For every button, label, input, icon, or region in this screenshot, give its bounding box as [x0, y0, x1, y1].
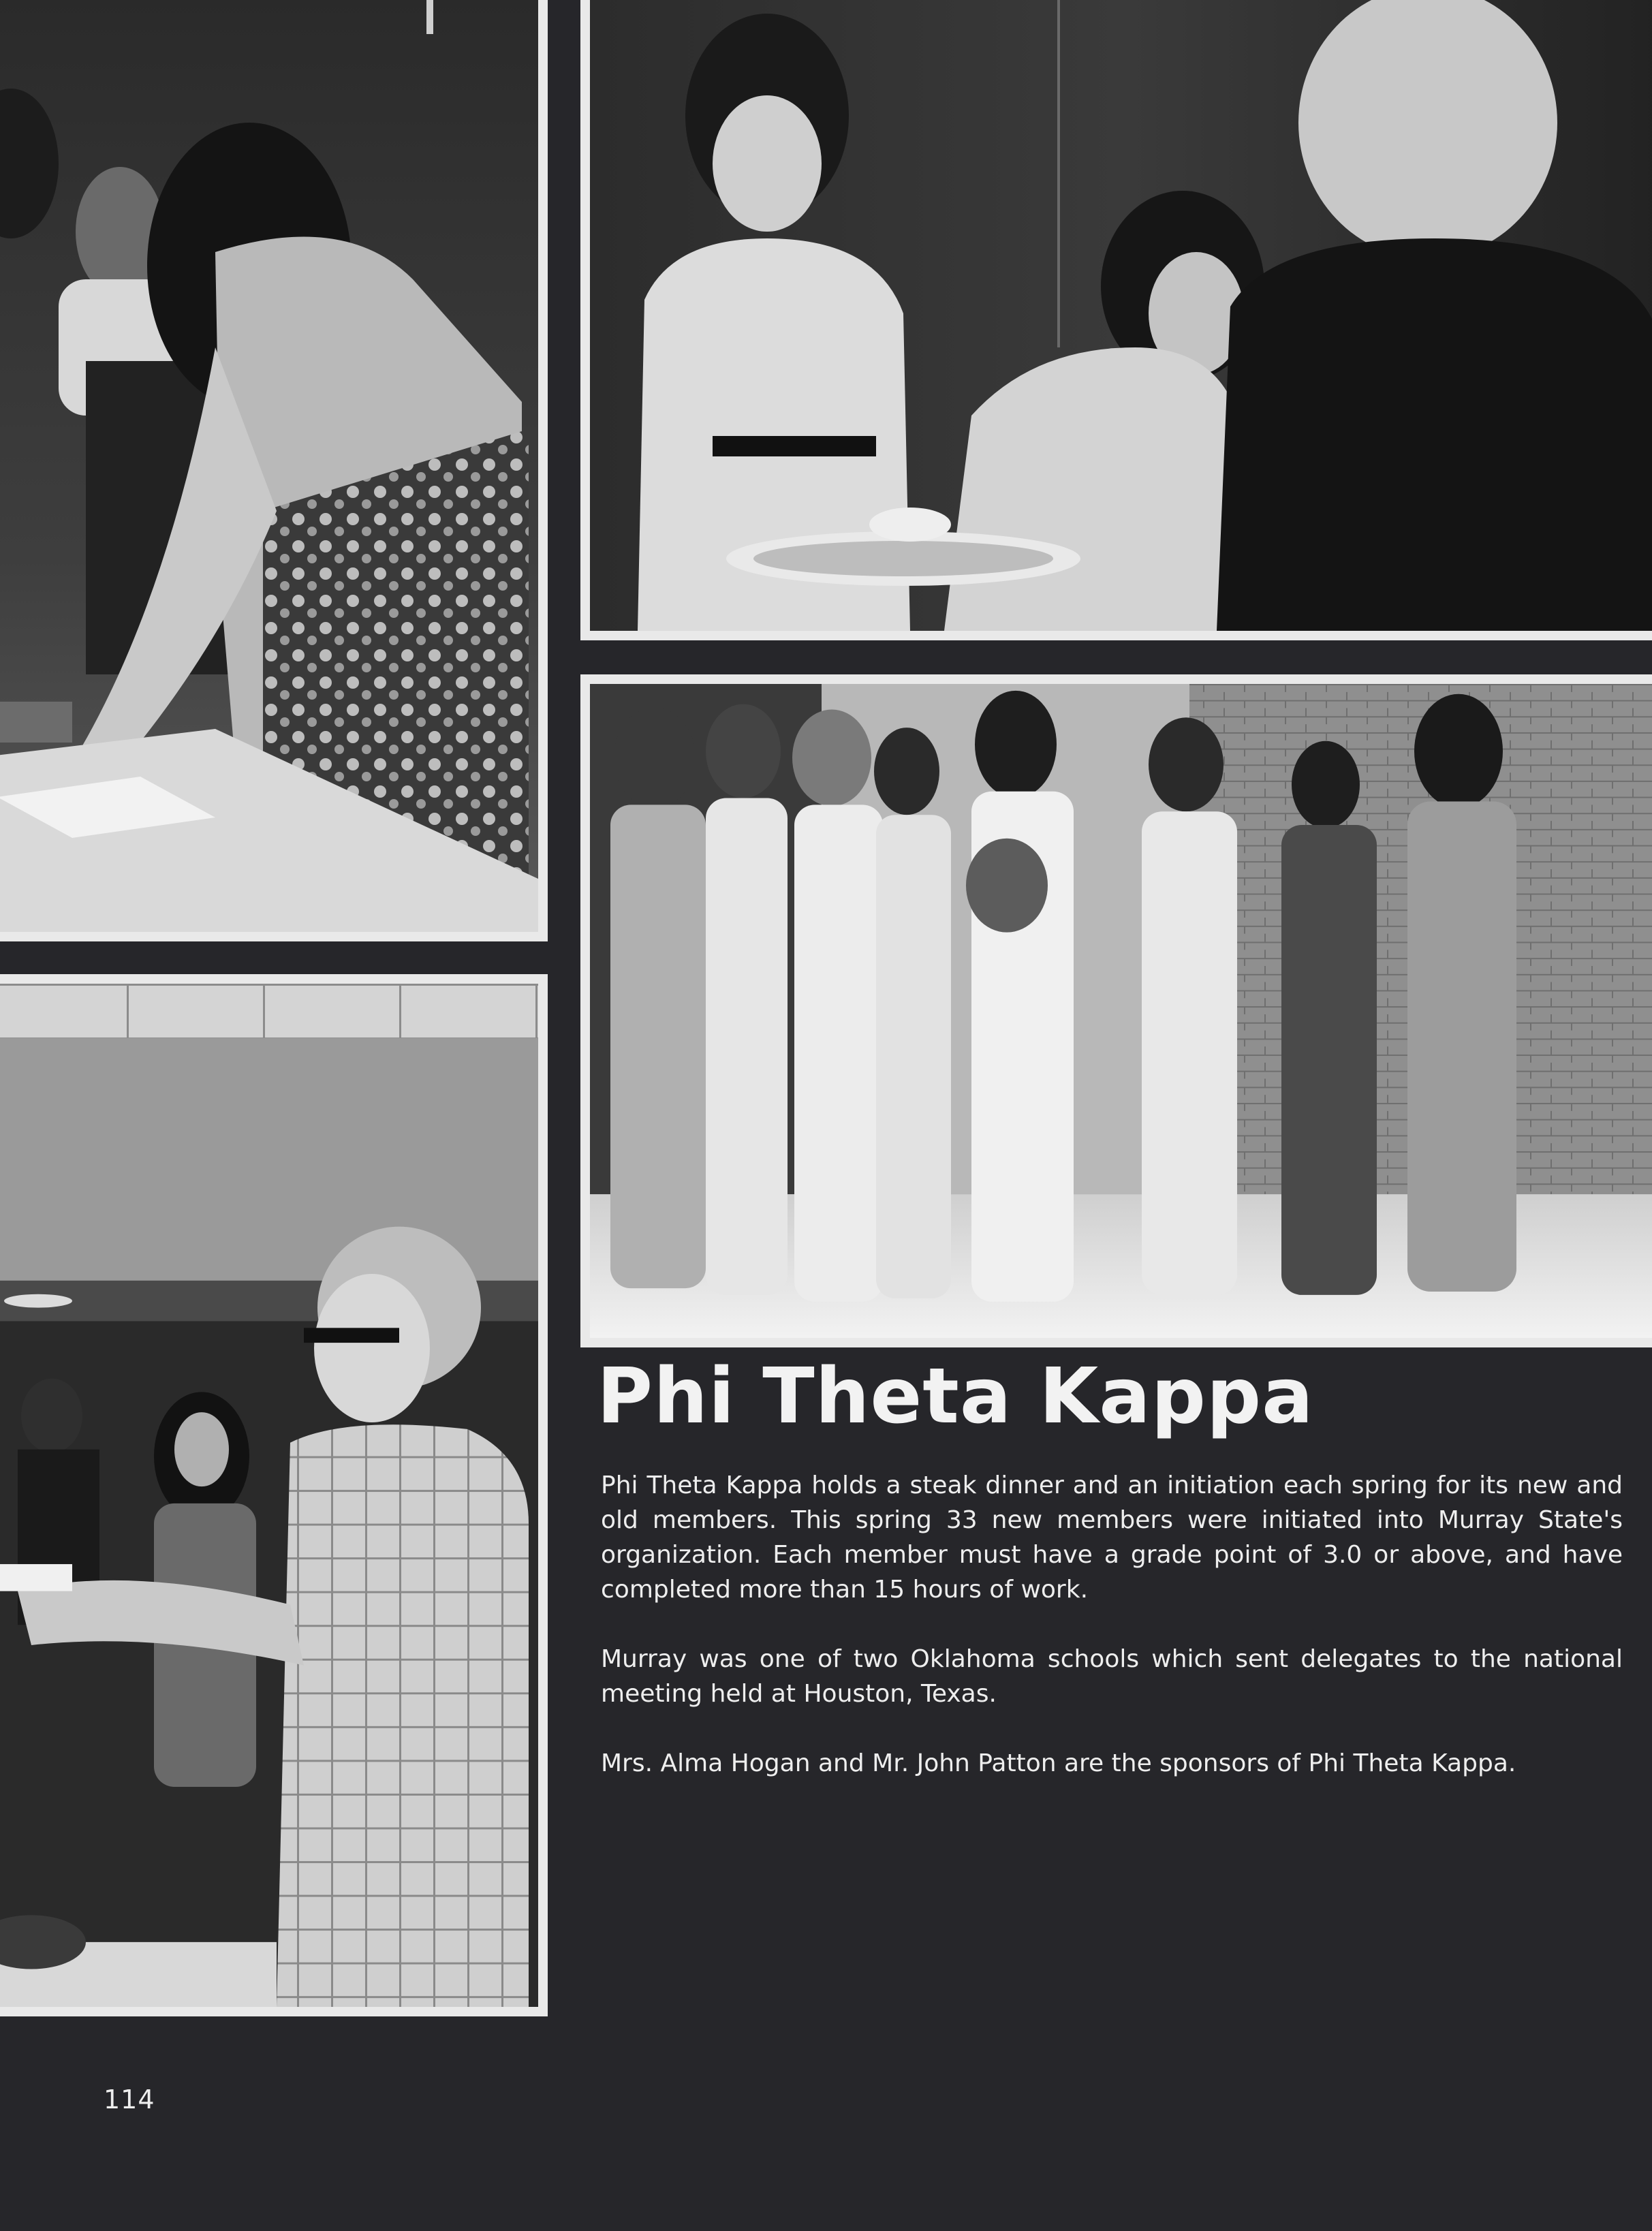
- photo-man-reading: [0, 974, 548, 2016]
- photo-punch-bowl: [580, 0, 1652, 640]
- photo-woman-signing-book: [0, 0, 548, 941]
- photo-initiates-group: [580, 674, 1652, 1347]
- body-paragraph: Mrs. Alma Hogan and Mr. John Patton are the sponsors of Phi Theta Kappa.: [601, 1749, 1516, 1777]
- body-paragraph: Phi Theta Kappa holds a steak dinner and an initiation each spring for its new and old members. This spring 33 new members were initiated into Murray State's organization. Each member must have a grade point of 3.0 or above, and have completed more than 15 hours of work.: [601, 1471, 1623, 1604]
- photo-punch-bowl-icon: [590, 0, 1652, 631]
- photo-man-reading-icon: [0, 984, 538, 2007]
- photo-initiates-group-icon: [590, 684, 1652, 1338]
- page-title: Phi Theta Kappa: [597, 1352, 1314, 1441]
- photo-woman-signing-book-icon: [0, 0, 538, 932]
- body-paragraph: Murray was one of two Oklahoma schools which sent delegates to the national meeting held at Houston, Texas.: [601, 1645, 1623, 1708]
- article-body: [601, 1468, 1623, 1815]
- page-number: 114: [104, 2085, 155, 2115]
